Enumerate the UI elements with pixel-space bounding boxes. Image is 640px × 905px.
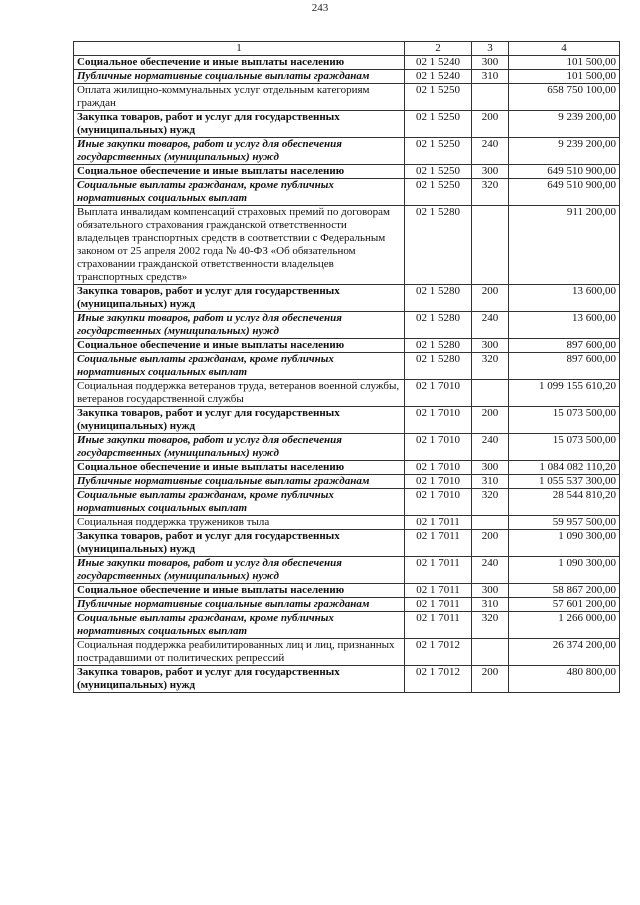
table-row	[74, 138, 620, 165]
row-expense-type	[472, 84, 509, 111]
table-row	[74, 557, 620, 584]
row-expense-type	[472, 639, 509, 666]
header-col-3: 3	[472, 42, 509, 56]
row-code: 02 1 7011	[405, 530, 472, 557]
row-amount: 1 084 082 110,20	[509, 461, 620, 475]
row-code: 02 1 5240	[405, 56, 472, 70]
row-expense-type: 320	[472, 612, 509, 639]
table-row	[74, 434, 620, 461]
row-amount: 9 239 200,00	[509, 111, 620, 138]
row-amount: 649 510 900,00	[509, 179, 620, 206]
row-code: 02 1 5280	[405, 285, 472, 312]
row-code: 02 1 5240	[405, 70, 472, 84]
row-code: 02 1 5280	[405, 339, 472, 353]
row-expense-type: 300	[472, 461, 509, 475]
row-expense-type: 200	[472, 530, 509, 557]
row-code: 02 1 7010	[405, 434, 472, 461]
table-row	[74, 285, 620, 312]
table-row	[74, 461, 620, 475]
row-code: 02 1 7010	[405, 380, 472, 407]
row-expense-type: 320	[472, 489, 509, 516]
header-col-4: 4	[509, 42, 620, 56]
row-amount: 897 600,00	[509, 353, 620, 380]
table-row	[74, 666, 620, 693]
table-row	[74, 312, 620, 339]
row-amount: 57 601 200,00	[509, 598, 620, 612]
table-row	[74, 380, 620, 407]
row-amount: 13 600,00	[509, 285, 620, 312]
row-expense-type: 200	[472, 407, 509, 434]
row-expense-type: 240	[472, 434, 509, 461]
row-code: 02 1 5250	[405, 111, 472, 138]
row-name: Иные закупки товаров, работ и услуг для обеспечения государственных (муниципальных) нужд	[74, 312, 405, 339]
row-expense-type: 320	[472, 179, 509, 206]
table-row	[74, 206, 620, 285]
row-amount: 59 957 500,00	[509, 516, 620, 530]
row-name: Закупка товаров, работ и услуг для государственных (муниципальных) нужд	[74, 530, 405, 557]
row-code: 02 1 5250	[405, 84, 472, 111]
row-name: Социальное обеспечение и иные выплаты населению	[74, 56, 405, 70]
header-col-2: 2	[405, 42, 472, 56]
row-amount: 911 200,00	[509, 206, 620, 285]
table-row	[74, 84, 620, 111]
row-name: Публичные нормативные социальные выплаты гражданам	[74, 70, 405, 84]
row-amount: 1 266 000,00	[509, 612, 620, 639]
row-name: Публичные нормативные социальные выплаты гражданам	[74, 475, 405, 489]
row-name: Закупка товаров, работ и услуг для государственных (муниципальных) нужд	[74, 407, 405, 434]
row-code: 02 1 5280	[405, 206, 472, 285]
row-code: 02 1 7012	[405, 639, 472, 666]
row-amount: 658 750 100,00	[509, 84, 620, 111]
table-row	[74, 598, 620, 612]
row-amount: 58 867 200,00	[509, 584, 620, 598]
row-code: 02 1 5280	[405, 353, 472, 380]
row-name: Социальная поддержка реабилитированных лиц и лиц, признанных пострадавшими от политических репрессий	[74, 639, 405, 666]
table-row	[74, 475, 620, 489]
row-code: 02 1 5250	[405, 179, 472, 206]
row-expense-type: 240	[472, 312, 509, 339]
row-amount: 1 055 537 300,00	[509, 475, 620, 489]
row-expense-type	[472, 206, 509, 285]
table-row	[74, 56, 620, 70]
row-amount: 1 099 155 610,20	[509, 380, 620, 407]
row-name: Социальные выплаты гражданам, кроме публичных нормативных социальных выплат	[74, 353, 405, 380]
row-expense-type	[472, 380, 509, 407]
row-code: 02 1 7010	[405, 475, 472, 489]
row-name: Социальное обеспечение и иные выплаты населению	[74, 165, 405, 179]
table-row	[74, 353, 620, 380]
row-code: 02 1 7011	[405, 557, 472, 584]
row-amount: 28 544 810,20	[509, 489, 620, 516]
table-row	[74, 584, 620, 598]
row-expense-type: 200	[472, 666, 509, 693]
row-name: Иные закупки товаров, работ и услуг для обеспечения государственных (муниципальных) нужд	[74, 557, 405, 584]
table-row	[74, 165, 620, 179]
row-code: 02 1 7010	[405, 461, 472, 475]
row-expense-type: 300	[472, 56, 509, 70]
row-code: 02 1 5250	[405, 138, 472, 165]
row-amount: 480 800,00	[509, 666, 620, 693]
table-row	[74, 339, 620, 353]
row-name: Иные закупки товаров, работ и услуг для обеспечения государственных (муниципальных) нужд	[74, 434, 405, 461]
row-expense-type: 300	[472, 584, 509, 598]
row-expense-type: 310	[472, 598, 509, 612]
row-amount: 897 600,00	[509, 339, 620, 353]
row-expense-type: 300	[472, 165, 509, 179]
row-name: Публичные нормативные социальные выплаты гражданам	[74, 598, 405, 612]
row-name: Социальное обеспечение и иные выплаты населению	[74, 339, 405, 353]
row-name: Социальная поддержка тружеников тыла	[74, 516, 405, 530]
row-name: Социальные выплаты гражданам, кроме публичных нормативных социальных выплат	[74, 489, 405, 516]
row-name: Иные закупки товаров, работ и услуг для обеспечения государственных (муниципальных) нужд	[74, 138, 405, 165]
table-row	[74, 516, 620, 530]
budget-table	[73, 41, 620, 693]
row-expense-type: 310	[472, 70, 509, 84]
row-name: Социальное обеспечение и иные выплаты населению	[74, 461, 405, 475]
table-row	[74, 111, 620, 138]
row-code: 02 1 7010	[405, 489, 472, 516]
row-expense-type: 320	[472, 353, 509, 380]
table-row	[74, 489, 620, 516]
row-expense-type: 240	[472, 138, 509, 165]
row-name: Социальное обеспечение и иные выплаты населению	[74, 584, 405, 598]
row-name: Социальные выплаты гражданам, кроме публичных нормативных социальных выплат	[74, 612, 405, 639]
row-name: Закупка товаров, работ и услуг для государственных (муниципальных) нужд	[74, 666, 405, 693]
row-code: 02 1 7011	[405, 584, 472, 598]
row-amount: 26 374 200,00	[509, 639, 620, 666]
row-expense-type: 200	[472, 285, 509, 312]
row-code: 02 1 7010	[405, 407, 472, 434]
table-row	[74, 179, 620, 206]
row-code: 02 1 7011	[405, 612, 472, 639]
row-amount: 15 073 500,00	[509, 434, 620, 461]
row-amount: 649 510 900,00	[509, 165, 620, 179]
table-row	[74, 70, 620, 84]
row-amount: 1 090 300,00	[509, 557, 620, 584]
row-name: Социальная поддержка ветеранов труда, ветеранов военной службы, ветеранов государственной службы	[74, 380, 405, 407]
header-row	[74, 42, 620, 56]
row-code: 02 1 5280	[405, 312, 472, 339]
table-row	[74, 639, 620, 666]
table-row	[74, 612, 620, 639]
table-row	[74, 530, 620, 557]
row-name: Социальные выплаты гражданам, кроме публичных нормативных социальных выплат	[74, 179, 405, 206]
row-amount: 1 090 300,00	[509, 530, 620, 557]
row-expense-type: 240	[472, 557, 509, 584]
row-code: 02 1 7011	[405, 598, 472, 612]
row-amount: 9 239 200,00	[509, 138, 620, 165]
row-amount: 101 500,00	[509, 56, 620, 70]
page-number: 243	[311, 2, 329, 14]
row-name: Выплата инвалидам компенсаций страховых премий по договорам обязательного страхования гражданской ответственности владельцев транспортных средств в соответствии с Федеральным законом от 25 апреля 2002 года № 40-ФЗ «Об обязательном страховании гражданской ответственности владельцев транспортных средств»	[74, 206, 405, 285]
row-expense-type: 310	[472, 475, 509, 489]
row-expense-type: 200	[472, 111, 509, 138]
row-code: 02 1 5250	[405, 165, 472, 179]
row-expense-type: 300	[472, 339, 509, 353]
row-name: Закупка товаров, работ и услуг для государственных (муниципальных) нужд	[74, 285, 405, 312]
row-name: Закупка товаров, работ и услуг для государственных (муниципальных) нужд	[74, 111, 405, 138]
row-amount: 15 073 500,00	[509, 407, 620, 434]
row-code: 02 1 7012	[405, 666, 472, 693]
row-expense-type	[472, 516, 509, 530]
table-row	[74, 407, 620, 434]
row-amount: 101 500,00	[509, 70, 620, 84]
row-name: Оплата жилищно-коммунальных услуг отдельным категориям граждан	[74, 84, 405, 111]
row-amount: 13 600,00	[509, 312, 620, 339]
row-code: 02 1 7011	[405, 516, 472, 530]
header-col-1: 1	[74, 42, 405, 56]
